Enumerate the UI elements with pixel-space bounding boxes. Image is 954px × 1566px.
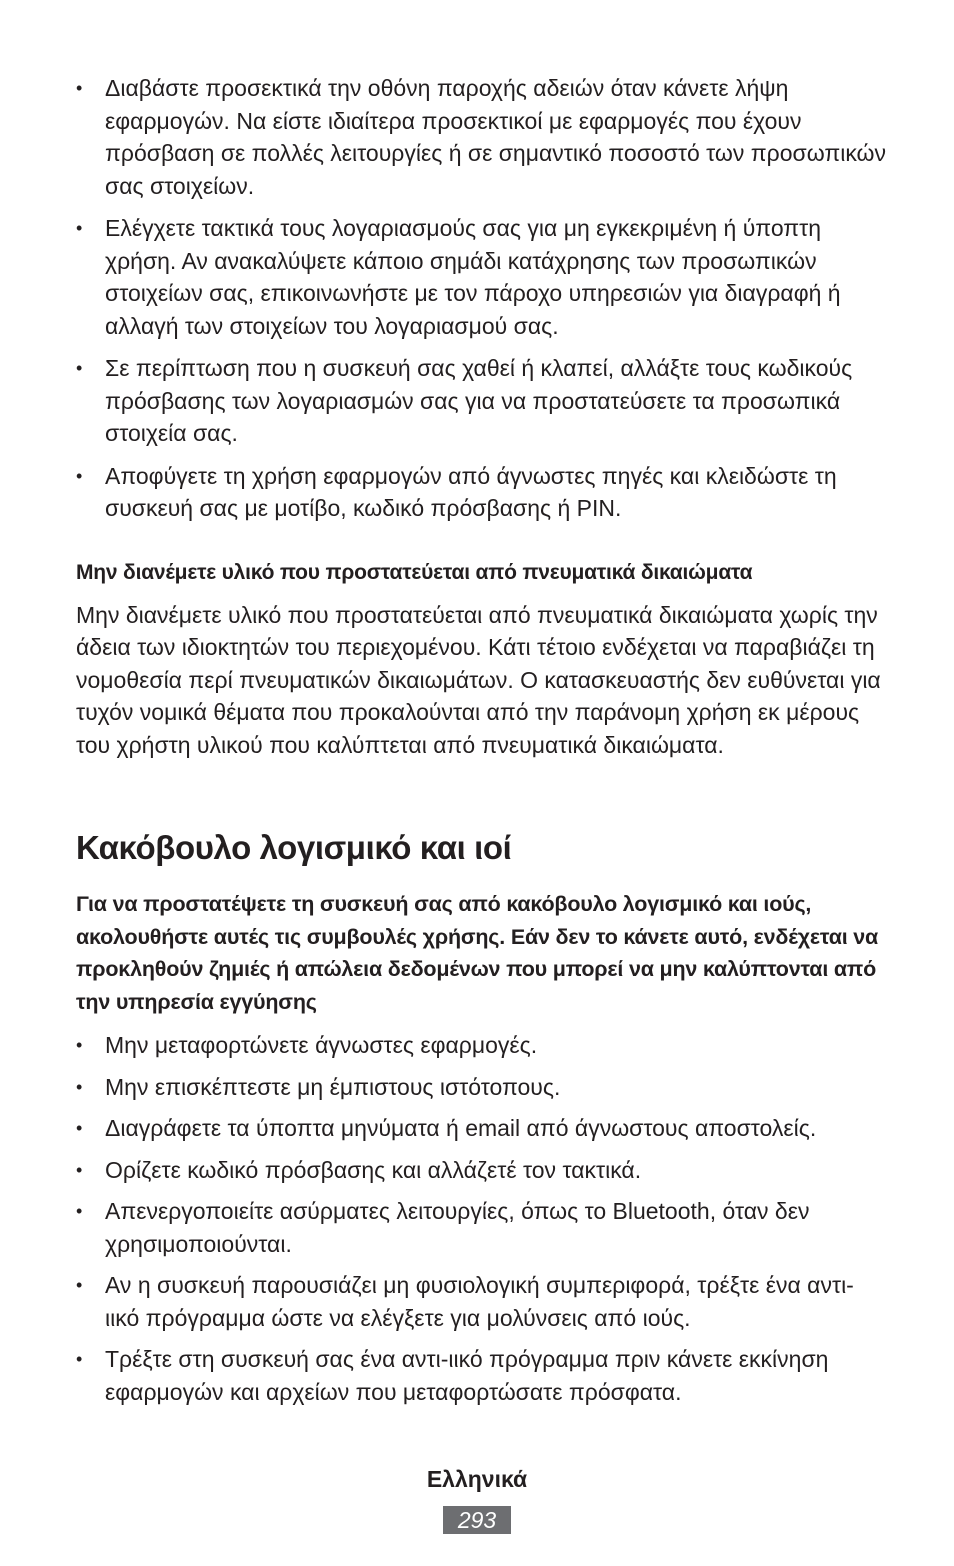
page-content bbox=[76, 72, 886, 1408]
list-item: • Διαγράφετε τα ύποπτα μηνύματα ή email από άγνωστους αποστολείς. bbox=[76, 1112, 886, 1145]
copyright-heading: Μην διανέμετε υλικό που προστατεύεται από πνευματικά δικαιώματα bbox=[76, 560, 753, 584]
section-title: Κακόβουλο λογισμικό και ιοί bbox=[76, 829, 512, 866]
footer-language: Ελληνικά bbox=[426, 1466, 528, 1492]
section-intro: Για να προστατέψετε τη συσκευή σας από κακόβουλο λογισμικό και ιούς, ακολουθήστε αυτές τις συμβουλές χρήσης. Εάν δεν το κάνετε αυτό, ενδέχεται να προκληθούν ζημιές ή απώλεια δεδομένων που μπορεί να μην καλύπτονται από την υπηρεσία εγγύησης bbox=[76, 892, 879, 1014]
list-item: • Ορίζετε κωδικό πρόσβασης και αλλάζετέ τον τακτικά. bbox=[76, 1154, 886, 1187]
list-item: • Απενεργοποιείτε ασύρματες λειτουργίες, όπως το Bluetooth, όταν δεν χρησιμοποιούνται. bbox=[76, 1195, 886, 1260]
page-number: 293 bbox=[443, 1506, 511, 1534]
list-item: • Σε περίπτωση που η συσκευή σας χαθεί ή κλαπεί, αλλάξτε τους κωδικούς πρόσβασης των λογαριασμών σας για να προστατεύσετε τα προσωπικά στοιχεία σας. bbox=[76, 352, 886, 450]
list-item: • Διαβάστε προσεκτικά την οθόνη παροχής αδειών όταν κάνετε λήψη εφαρμογών. Να είστε ιδιαίτερα προσεκτικοί με εφαρμογές που έχουν πρόσβαση σε πολλές λειτουργίες ή σε σημαντικό ποσοστό των προσωπικών σας στοιχείων. bbox=[76, 72, 886, 202]
malware-bullet-list bbox=[76, 1029, 886, 1408]
list-item: • Αποφύγετε τη χρήση εφαρμογών από άγνωστες πηγές και κλειδώστε τη συσκευή σας με μοτίβο, κωδικό πρόσβασης ή PIN. bbox=[76, 460, 886, 525]
list-item: • Ελέγχετε τακτικά τους λογαριασμούς σας για μη εγκεκριμένη ή ύποπτη χρήση. Αν ανακαλύψετε κάποιο σημάδι κατάχρησης των προσωπικών στοιχείων σας, επικοινωνήστε με τον πάροχο υπηρεσιών για διαγραφή ή αλλαγή των στοιχείων του λογαριασμού σας. bbox=[76, 212, 886, 342]
copyright-paragraph: Μην διανέμετε υλικό που προστατεύεται από πνευματικά δικαιώματα χωρίς την άδεια των ιδιοκτητών του περιεχομένου. Κάτι τέτοιο ενδέχεται να παραβιάζει τη νομοθεσία περί πνευματικών δικαιωμάτων. Ο κατασκευαστής δεν ευθύνεται για τυχόν νομικά θέματα που προκαλούνται από την παράνομη χρήση εκ μέρους του χρήστη υλικού που καλύπτεται από πνευματικά δικαιώματα. bbox=[76, 601, 881, 758]
top-bullet-list bbox=[76, 72, 886, 525]
list-item: • Αν η συσκευή παρουσιάζει μη φυσιολογική συμπεριφορά, τρέξτε ένα αντι-ιικό πρόγραμμα ώστε να ελέγξετε για μολύνσεις από ιούς. bbox=[76, 1269, 886, 1334]
list-item: • Μην μεταφορτώνετε άγνωστες εφαρμογές. bbox=[76, 1029, 886, 1062]
list-item: • Τρέξτε στη συσκευή σας ένα αντι-ιικό πρόγραμμα πριν κάνετε εκκίνηση εφαρμογών και αρχείων που μεταφορτώσατε πρόσφατα. bbox=[76, 1343, 886, 1408]
list-item: • Μην επισκέπτεστε μη έμπιστους ιστότοπους. bbox=[76, 1071, 886, 1104]
